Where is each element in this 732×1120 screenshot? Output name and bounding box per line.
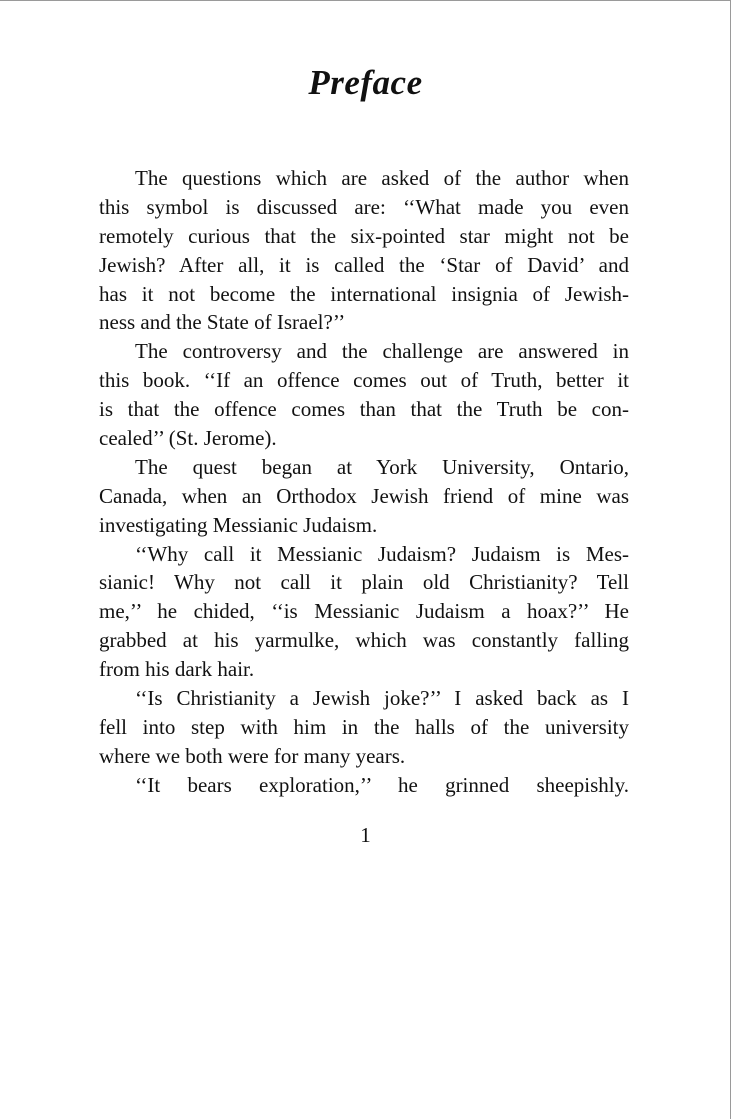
text-line: from his dark hair. <box>99 657 255 682</box>
text-line: Canada, when an Orthodox Jewish friend of mine was <box>99 483 629 508</box>
text-line: Jewish? After all, it is called the ‘Star of David’ and <box>99 252 629 277</box>
text-line: The questions which are asked of the author when <box>135 166 629 190</box>
text-line: The controversy and the challenge are answered in <box>135 339 629 364</box>
text-line: grabbed at his yarmulke, which was constantly falling <box>99 628 629 653</box>
text-line: is that the offence comes than that the Truth be con- <box>99 397 629 422</box>
text-line: ness and the State of Israel?’’ <box>99 310 346 335</box>
text-line: sianic! Why not call it plain old Christianity? Tell <box>99 570 629 595</box>
text-line: has it not become the international insignia of Jewish- <box>99 281 629 306</box>
text-line: ‘‘It bears exploration,’’ he grinned sheepishly. <box>135 772 629 797</box>
page-title: Preface <box>308 63 423 102</box>
text-line: The quest began at York University, Ontario, <box>135 454 629 479</box>
text-line: fell into step with him in the halls of the university <box>99 714 629 739</box>
text-line: me,’’ he chided, ‘‘is Messianic Judaism a hoax?’’ He <box>99 599 629 624</box>
text-line: investigating Messianic Judaism. <box>99 512 378 537</box>
page-number: 1 <box>360 823 371 847</box>
text-line: ‘‘Is Christianity a Jewish joke?’’ I asked back as I <box>135 686 629 711</box>
text-line: this symbol is discussed are: ‘‘What made you even <box>99 194 629 219</box>
text-line: remotely curious that the six-pointed star might not be <box>99 223 629 248</box>
text-line: ‘‘Why call it Messianic Judaism? Judaism is Mes- <box>135 541 629 566</box>
text-line: cealed’’ (St. Jerome). <box>99 426 277 451</box>
text-line: this book. ‘‘If an offence comes out of Truth, better it <box>99 368 629 393</box>
text-line: where we both were for many years. <box>99 743 406 768</box>
preface-body <box>99 164 629 800</box>
